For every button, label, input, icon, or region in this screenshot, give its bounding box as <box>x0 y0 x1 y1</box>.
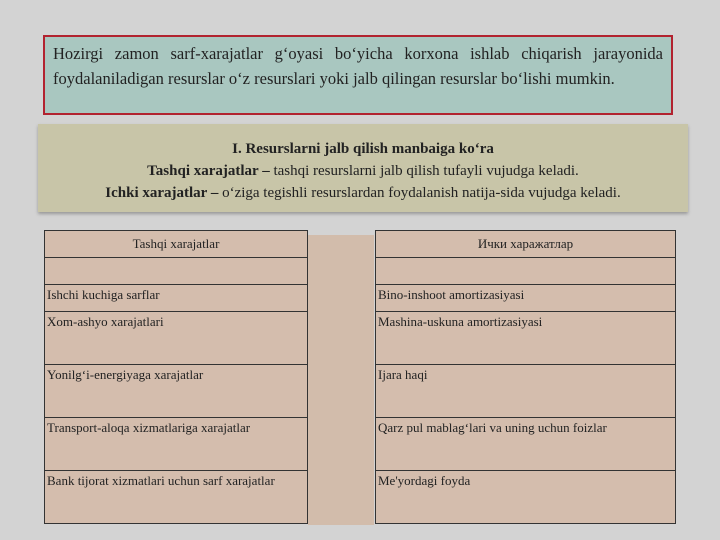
definition: o‘ziga tegishli resurslardan foydalanish natija-sida vujudga keladi. <box>218 185 621 201</box>
external-costs-table <box>44 230 308 524</box>
section-box <box>38 124 688 212</box>
term: Ichki xarajatlar – <box>105 185 219 201</box>
external-costs-definition <box>38 160 688 182</box>
internal-costs-table <box>375 230 676 524</box>
table-header: Ички харажатлар <box>376 231 676 258</box>
table-row: Transport-aloqa xizmatlariga xarajatlar <box>45 418 308 471</box>
table-row: Mashina-uskuna amortizasiyasi <box>376 312 676 365</box>
section-title: I. Resurslarni jalb qilish manbaiga ko‘ra <box>232 141 494 157</box>
table-row <box>45 258 308 285</box>
table-row: Xom-ashyo xarajatlari <box>45 312 308 365</box>
divider-strip <box>308 235 374 525</box>
table-row: Bino-inshoot amortizasiyasi <box>376 285 676 312</box>
internal-costs-definition <box>38 182 688 204</box>
table-row: Me'yordagi foyda <box>376 471 676 524</box>
intro-text: Hozirgi zamon sarf-xarajatlar g‘oyasi bo‘yicha korxona ishlab chiqarish jarayonida foydalaniladigan resurslar o‘z resurslari yoki jalb qilingan resurslar bo‘lishi mumkin. <box>53 44 663 88</box>
intro-box <box>43 35 673 115</box>
table-row <box>376 258 676 285</box>
table-row: Bank tijorat xizmatlari uchun sarf xarajatlar <box>45 471 308 524</box>
term: Tashqi xarajatlar – <box>147 163 270 179</box>
table-row: Qarz pul mablag‘lari va uning uchun foizlar <box>376 418 676 471</box>
table-row: Yonilg‘i-energiyaga xarajatlar <box>45 365 308 418</box>
table-row: Ishchi kuchiga sarflar <box>45 285 308 312</box>
table-row: Ijara haqi <box>376 365 676 418</box>
table-header: Tashqi xarajatlar <box>45 231 308 258</box>
definition: tashqi resurslarni jalb qilish tufayli vujudga keladi. <box>269 163 579 179</box>
